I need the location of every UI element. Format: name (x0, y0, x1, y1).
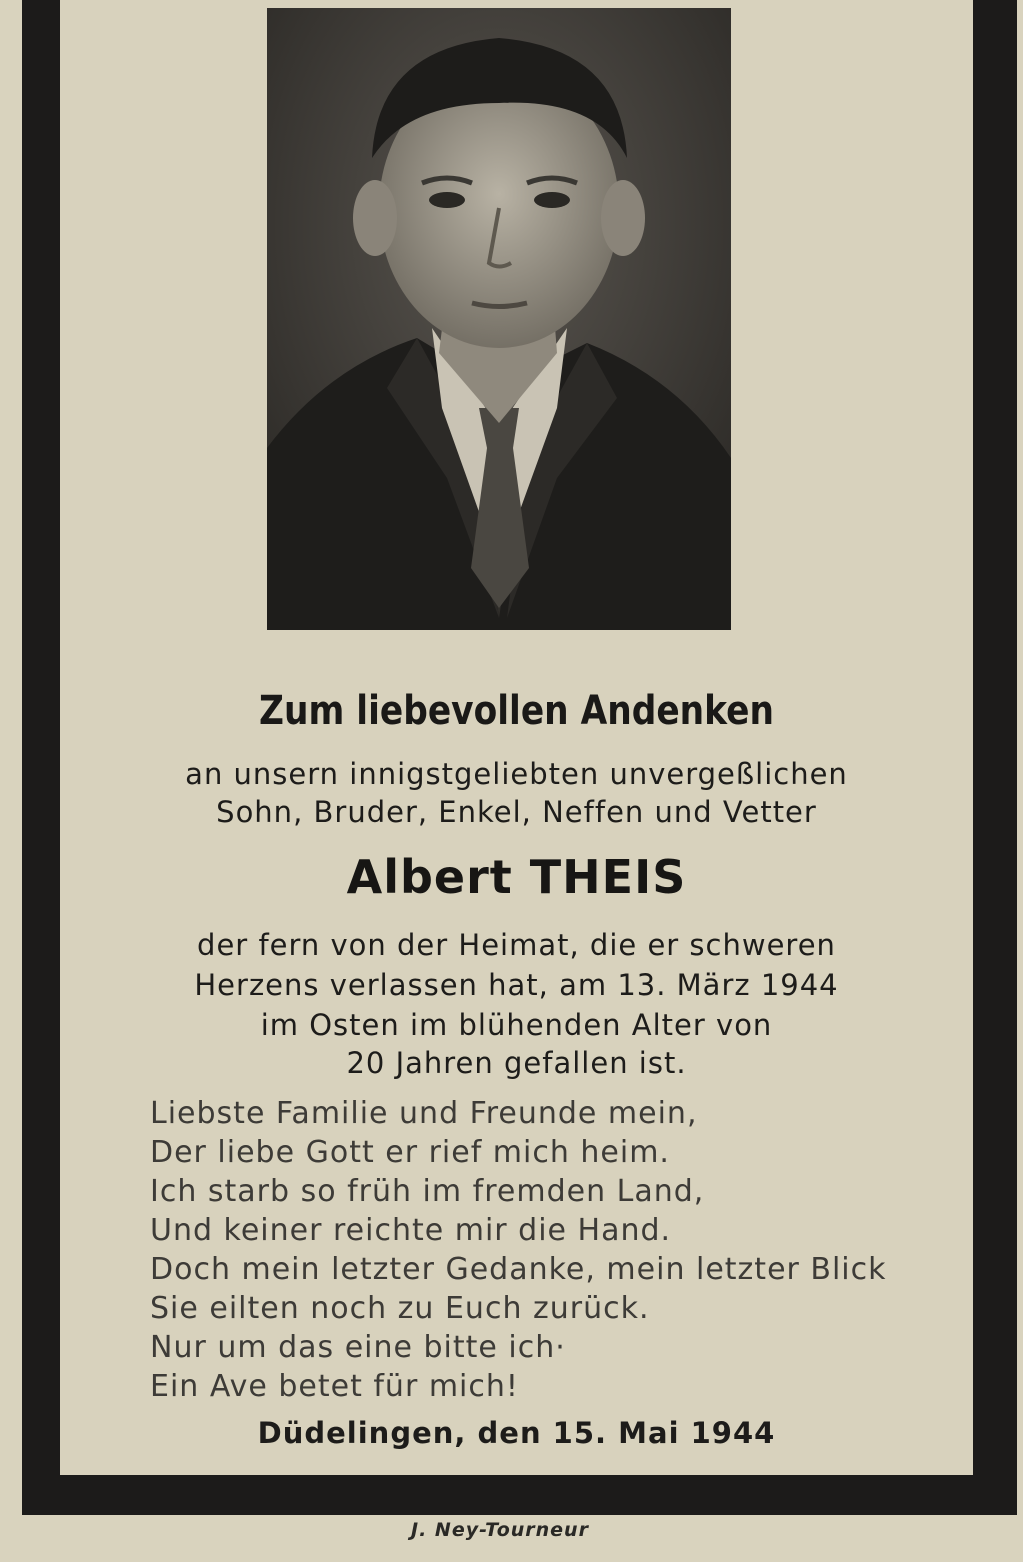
place-and-date: Düdelingen, den 15. Mai 1944 (257, 1416, 776, 1450)
intro-line: Sohn, Bruder, Enkel, Neffen und Vetter (216, 795, 817, 829)
verse-line: Der liebe Gott er rief mich heim. (150, 1135, 670, 1170)
verse-line: Ein Ave betet für mich! (150, 1369, 519, 1404)
verse-line: Ich starb so früh im fremden Land, (150, 1174, 705, 1209)
card-title: Zum liebevollen Andenken (259, 688, 774, 734)
verse-line: Nur um das eine bitte ich· (150, 1330, 566, 1365)
body-line: der fern von der Heimat, die er schweren (197, 928, 836, 962)
body-line: im Osten im blühenden Alter von (260, 1008, 773, 1042)
verse-line: Doch mein letzter Gedanke, mein letzter Blick (150, 1252, 887, 1287)
deceased-name: Albert THEIS (346, 850, 687, 904)
body-line: 20 Jahren gefallen ist. (346, 1046, 687, 1080)
intro-line: an unsern innigstgeliebten unvergeßlichen (185, 757, 848, 791)
body-line: Herzens verlassen hat, am 13. März 1944 (194, 968, 839, 1002)
verse-line: Sie eilten noch zu Euch zurück. (150, 1291, 650, 1326)
verse-line: Und keiner reichte mir die Hand. (150, 1213, 672, 1248)
printer-credit: J. Ney-Tourneur (411, 1519, 589, 1541)
portrait-photo (267, 8, 731, 630)
verse-line: Liebste Familie und Freunde mein, (150, 1096, 698, 1131)
